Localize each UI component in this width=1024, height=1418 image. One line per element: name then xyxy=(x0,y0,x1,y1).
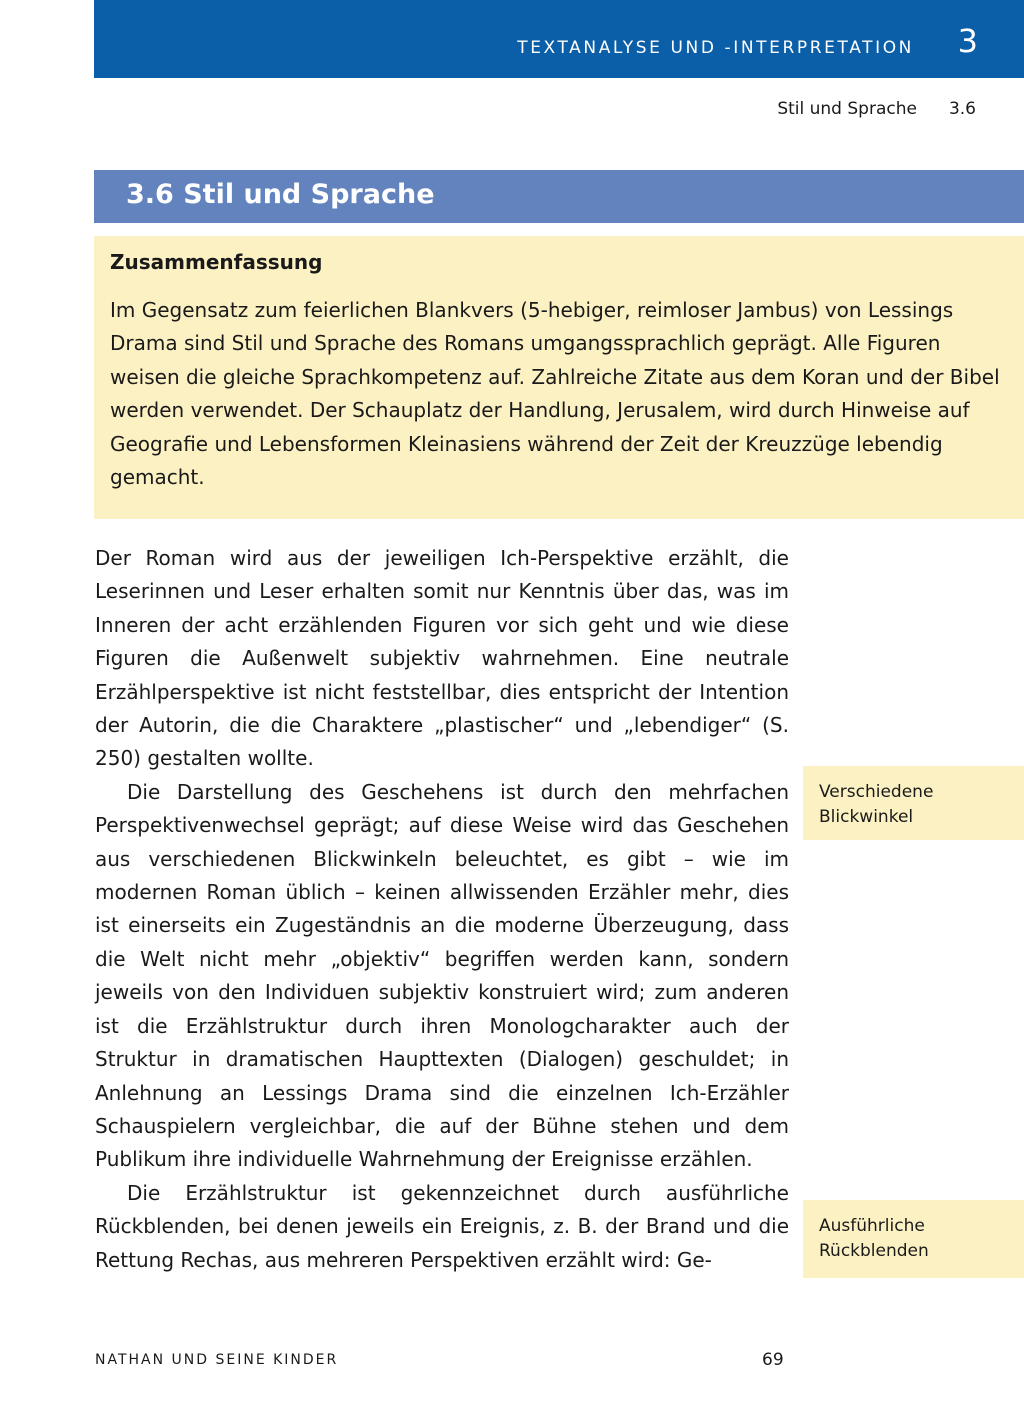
margin-note-line: Ausführliche xyxy=(819,1216,925,1236)
running-number: 3.6 xyxy=(948,99,976,119)
body-text xyxy=(95,542,789,1277)
margin-note-line: Verschiedene xyxy=(819,782,934,802)
margin-note-flashbacks xyxy=(803,1200,1024,1278)
running-title: Stil und Sprache xyxy=(777,99,917,119)
chapter-number: 3 xyxy=(957,22,978,60)
page-number: 69 xyxy=(762,1350,784,1370)
section-heading-bar xyxy=(94,170,1024,223)
margin-note-perspectives xyxy=(803,766,1024,840)
summary-text: Im Gegensatz zum feierlichen Blankvers (5-hebiger, reimloser Jambus) von Lessings Drama sind Stil und Sprache des Romans umgangssprachlich geprägt. Alle Figuren weisen die gleiche Sprachkompetenz auf. Zahlreiche Zitate aus dem Koran und der Bibel werden verwendet. Der Schauplatz der Handlung, Jerusalem, wird durch Hinweise auf Geografie und Lebensformen Kleinasiens während der Zeit der Kreuzzüge lebendig gemacht. xyxy=(110,298,1000,490)
paragraph: Die Erzählstruktur ist gekennzeichnet durch ausführliche Rückblenden, bei denen jeweils ein Ereignis, z. B. der Brand und die Rettung Rechas, aus mehreren Perspektiven erzählt wird: Ge- xyxy=(95,1180,789,1272)
section-title: 3.6 Stil und Sprache xyxy=(126,179,435,210)
running-head xyxy=(777,99,976,119)
summary-box xyxy=(94,236,1024,519)
chapter-header-bar xyxy=(94,0,1024,78)
paragraph: Die Darstellung des Geschehens ist durch den mehrfachen Perspektivenwechsel geprägt; auf diese Weise wird das Geschehen aus verschiedenen Blickwinkeln beleuchtet, es gibt – wie im modernen Roman üblich – keinen allwissenden Erzähler mehr, dies ist einerseits ein Zugeständnis an die moderne Überzeugung, dass die Welt nicht mehr „objektiv“ begriffen werden kann, sondern jeweils von den Individuen subjektiv konstruiert wird; zum anderen ist die Erzählstruktur durch ihren Monologcharakter auch der Struktur in dramatischen Haupttexten (Dialogen) geschuldet; in Anlehnung an Lessings Drama sind die einzelnen Ich-Erzähler Schauspielern vergleichbar, die auf der Bühne stehen und dem Publikum ihre individuelle Wahrnehmung der Ereignisse erzählen. xyxy=(95,779,789,1172)
paragraph: Der Roman wird aus der jeweiligen Ich-Perspektive erzählt, die Leserinnen und Leser erhalten somit nur Kenntnis über das, was im Inneren der acht erzählenden Figuren vor sich geht und wie diese Figuren die Außenwelt subjektiv wahrnehmen. Eine neutrale Erzählperspektive ist nicht feststellbar, dies entspricht der Intention der Autorin, die die Charaktere „plastischer“ und „lebendiger“ (S. 250) gestalten wollte. xyxy=(95,546,789,771)
margin-note-line: Blickwinkel xyxy=(819,807,914,827)
chapter-title: TEXTANALYSE UND -INTERPRETATION xyxy=(517,38,914,58)
summary-heading: Zusammenfassung xyxy=(110,250,323,274)
footer-book-title: NATHAN UND SEINE KINDER xyxy=(95,1352,339,1368)
margin-note-line: Rückblenden xyxy=(819,1241,929,1261)
